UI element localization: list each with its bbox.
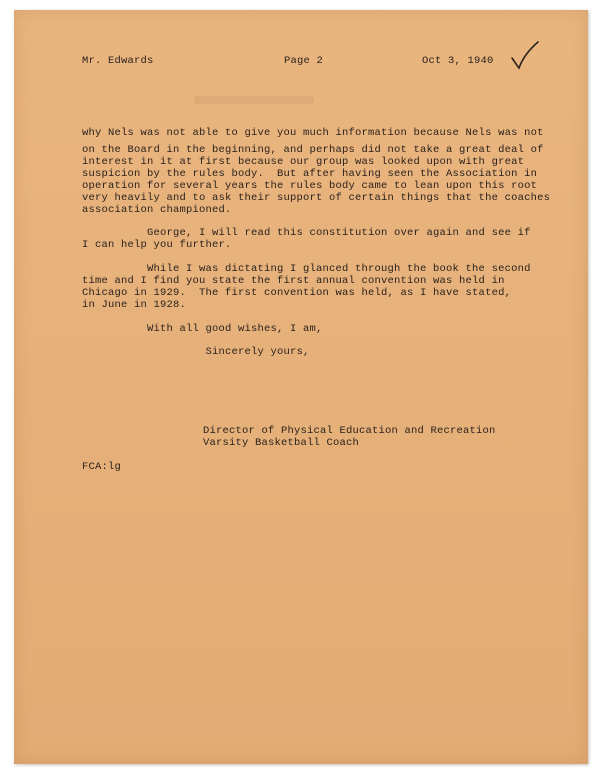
paragraph-1-line-2: on the Board in the beginning, and perhaps did not take a great deal of — [82, 144, 544, 156]
paragraph-3-line-3: Chicago in 1929. The first convention was held, as I have stated, — [82, 287, 512, 299]
paragraph-3-line-1: While I was dictating I glanced through the book the second — [82, 263, 531, 275]
paragraph-3-line-4: in June in 1928. — [82, 299, 187, 311]
signature-title-1: Director of Physical Education and Recreation — [203, 425, 496, 437]
typist-initials: FCA:lg — [82, 461, 122, 473]
checkmark-icon — [508, 38, 544, 74]
paragraph-2-line-1: George, I will read this constitution over again and see if — [82, 227, 531, 239]
letter-date: Oct 3, 1940 — [422, 55, 494, 67]
paragraph-1-line-4: suspicion by the rules body. But after having seen the Association in — [82, 168, 538, 180]
closing-wishes: With all good wishes, I am, — [82, 323, 323, 335]
paragraph-3-line-2: time and I find you state the first annual convention was held in — [82, 275, 505, 287]
signature-title-2: Varsity Basketball Coach — [203, 437, 360, 449]
paragraph-1-line-7: association championed. — [82, 204, 232, 216]
recipient-name: Mr. Edwards — [82, 55, 154, 67]
letter-page — [14, 10, 588, 764]
bleed-through-mark — [194, 96, 314, 104]
page-number: Page 2 — [284, 55, 324, 67]
paragraph-1-line-6: very heavily and to ask their support of certain things that the coaches — [82, 192, 551, 204]
paragraph-1-line-1: why Nels was not able to give you much information because Nels was not — [82, 127, 544, 139]
closing-sincerely: Sincerely yours, — [82, 346, 310, 358]
paragraph-2-line-2: I can help you further. — [82, 239, 232, 251]
paragraph-1-line-5: operation for several years the rules body came to lean upon this root — [82, 180, 538, 192]
paragraph-1-line-3: interest in it at first because our group was looked upon with great — [82, 156, 525, 168]
